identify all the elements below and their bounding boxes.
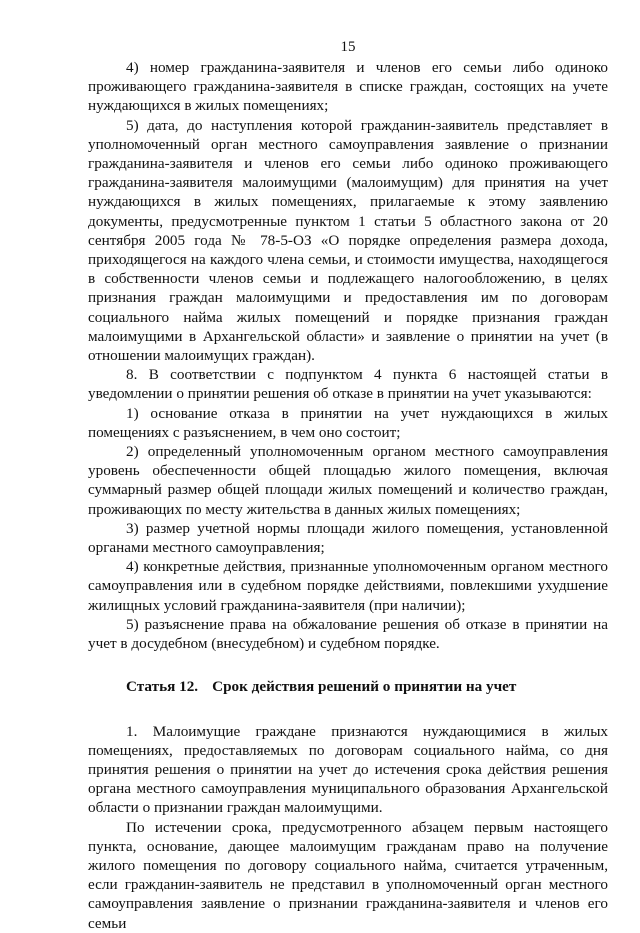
paragraph-refusal-item-3: 3) размер учетной нормы площади жилого помещения, установленной органами местного самоуправления; xyxy=(88,519,608,557)
article-number: Статья 12. xyxy=(126,678,199,696)
paragraph-point-8-refusal-notice: 8. В соответствии с подпунктом 4 пункта 6 настоящей статьи в уведомлении о принятии решения об отказе в принятии на учет указываются: xyxy=(88,366,608,403)
article-title: Срок действия решений о принятии на учет xyxy=(212,678,517,696)
paragraph-item-5-deadline-date: 5) дата, до наступления которой гражданин-заявитель представляет в уполномоченный орган местного самоуправления заявление о признании гражданина-заявителя и членов его семьи либо одиноко проживающего гражданина-заявителя малоимущими (малоимущим) для принятия на учет нуждающихся в жилых помещениях, прилагаемые к этому заявлению документы, предусмотренные пунктом 1 статьи 5 областного закона от 20 сентября 2005 года № 78-5-ОЗ «О порядке определения размера дохода, приходящегося на каждого члена семьи, и стоимости имущества, находящегося в собственности членов семьи и подлежащего налогообложению, в целях признания граждан малоимущими и предоставления им по договорам социального найма жилых помещений и порядке признания граждан малоимущими в Архангельской области» и заявление о принятии на учет (в отношении малоимущих граждан). xyxy=(88,116,608,365)
paragraph-article-12-point-1: 1. Малоимущие граждане признаются нуждающимися в жилых помещениях, предоставляемых по договорам социального найма, со дня принятия решения о принятии на учет до истечения срока действия решения органа местного самоуправления муниципального образования Архангельской области о признании граждан малоимущими. xyxy=(88,722,608,817)
paragraph-item-4-registry-number: 4) номер гражданина-заявителя и членов его семьи либо одиноко проживающего гражданина-заявителя в списке граждан, состоящих на учете нуждающихся в жилых помещениях; xyxy=(88,59,608,115)
paragraph-refusal-item-4: 4) конкретные действия, признанные уполномоченным органом местного самоуправления или в судебном порядке действиями, повлекшими ухудшение жилищных условий гражданина-заявителя (при наличии); xyxy=(88,558,608,614)
paragraph-refusal-item-2: 2) определенный уполномоченным органом местного самоуправления уровень обеспеченности общей площадью жилого помещения, включая суммарный размер общей площади жилых помещений и количество граждан, проживающих по месту жительства в данных жилых помещениях; xyxy=(88,443,608,518)
paragraph-refusal-item-1: 1) основание отказа в принятии на учет нуждающихся в жилых помещениях с разъяснением, в чем оно состоит; xyxy=(88,404,608,441)
paragraph-article-12-expiry: По истечении срока, предусмотренного абзацем первым настоящего пункта, основание, дающее малоимущим гражданам право на получение жилого помещения по договору социального найма, считается утраченным, если гражданин-заявитель не представил в уполномоченный орган местного самоуправления заявление о признании гражданина-заявителя и членов его семьи xyxy=(88,818,608,932)
page-number: 15 xyxy=(340,39,356,55)
article-heading xyxy=(126,677,608,696)
document-page xyxy=(88,38,608,933)
paragraph-refusal-item-5: 5) разъяснение права на обжалование решения об отказе в принятии на учет в досудебном (внесудебном) и судебном порядке. xyxy=(88,615,608,653)
